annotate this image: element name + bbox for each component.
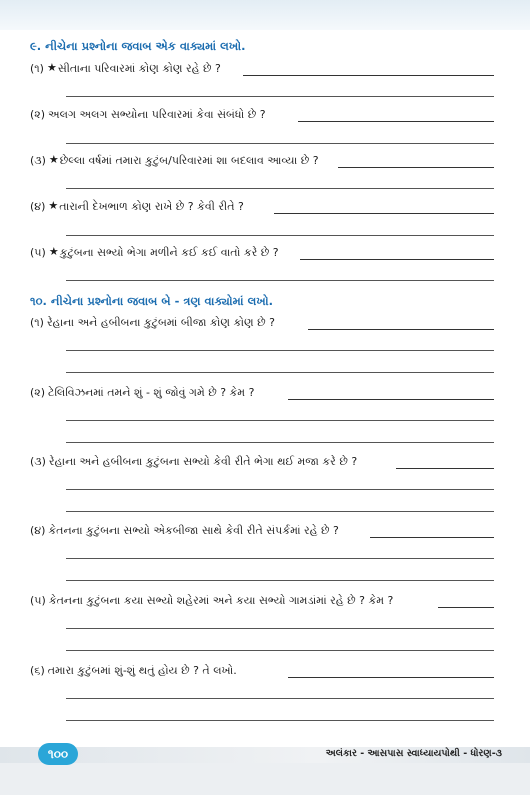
question-number: (૧) — [30, 62, 44, 75]
question-9-2 — [30, 108, 266, 122]
question-9-4 — [30, 200, 244, 214]
answer-line[interactable] — [66, 442, 494, 443]
question-number: (૫) — [30, 594, 46, 607]
question-text: રેહાના અને હબીબના કુટુંબમાં બીજા કોણ કોણ છે ? — [46, 316, 275, 329]
question-9-5 — [30, 246, 279, 260]
top-band — [0, 0, 530, 30]
question-number: (૨) — [30, 386, 46, 399]
star-icon: ★ — [46, 61, 57, 74]
question-text: અલગ અલગ સભ્યોના પરિવારમાં કેવા સંબંધો છે ? — [48, 108, 266, 121]
question-number: (૫) — [30, 246, 46, 259]
answer-line[interactable] — [66, 720, 494, 721]
book-title: અલંકાર - આસપાસ સ્વાધ્યાયપોથી - ધોરણ-૩ — [325, 748, 502, 759]
answer-line[interactable] — [338, 167, 494, 168]
question-text: રેહાના અને હબીબના કુટુંબના સભ્યો કેવી રીતે ભેગા થઈ મજા કરે છે ? — [48, 455, 358, 468]
answer-line[interactable] — [66, 235, 494, 236]
question-text: તમારા કુટુંબમાં શું-શું થતું હોય છે ? તે લખો. — [47, 664, 237, 677]
question-9-1 — [30, 62, 221, 76]
question-10-1 — [30, 316, 275, 330]
answer-line[interactable] — [288, 677, 494, 678]
question-number: (૪) — [30, 200, 46, 213]
answer-line[interactable] — [66, 188, 494, 189]
answer-line[interactable] — [66, 280, 494, 281]
question-number: (૩) — [30, 154, 46, 167]
answer-line[interactable] — [66, 650, 494, 651]
answer-line[interactable] — [396, 468, 494, 469]
answer-line[interactable] — [308, 329, 494, 330]
question-text: કેતનના કુટુંબના કયા સભ્યો શહેરમાં અને કયા સભ્યો ગામડાંમાં રહે છે ? કેમ ? — [48, 594, 394, 607]
question-number: (૧) — [30, 316, 44, 329]
question-text: છેલ્લા વર્ષમાં તમારા કુટુંબ/પરિવારમાં શા બદલાવ આવ્યા છે ? — [59, 154, 319, 167]
answer-line[interactable] — [66, 698, 494, 699]
star-icon: ★ — [48, 245, 59, 258]
question-text: તારાની દેખભાળ કોણ રાખે છે ? કેવી રીતે ? — [59, 200, 244, 213]
answer-line[interactable] — [300, 259, 494, 260]
question-10-4 — [30, 524, 339, 538]
answer-line[interactable] — [66, 96, 494, 97]
answer-line[interactable] — [66, 350, 494, 351]
answer-line[interactable] — [370, 537, 494, 538]
question-9-3 — [30, 154, 319, 168]
question-text: સીતાના પરિવારમાં કોણ કોણ રહે છે ? — [57, 62, 221, 75]
answer-line[interactable] — [66, 558, 494, 559]
section-10-title: ૧૦. નીચેના પ્રશ્નોના જવાબ બે - ત્રણ વાક્યોમાં લખો. — [30, 294, 273, 308]
question-10-5 — [30, 594, 393, 608]
answer-line[interactable] — [66, 420, 494, 421]
answer-line[interactable] — [288, 399, 494, 400]
star-icon: ★ — [48, 153, 59, 166]
answer-line[interactable] — [66, 628, 494, 629]
question-10-6 — [30, 664, 237, 678]
answer-line[interactable] — [66, 143, 494, 144]
page-number-badge: ૧૦૦ — [38, 743, 78, 765]
question-number: (૪) — [30, 524, 46, 537]
bottom-shade — [0, 763, 530, 795]
question-10-3 — [30, 455, 357, 469]
question-text: ટેલિવિઝનમાં તમને શું - શું જોવું ગમે છે ? કેમ ? — [48, 386, 255, 399]
answer-line[interactable] — [438, 607, 494, 608]
section-9-title: ૯. નીચેના પ્રશ્નોના જવાબ એક વાક્યમાં લખો. — [30, 39, 246, 53]
answer-line[interactable] — [243, 75, 494, 76]
answer-line[interactable] — [298, 121, 494, 122]
star-icon: ★ — [48, 199, 59, 212]
question-number: (૨) — [30, 108, 46, 121]
answer-line[interactable] — [66, 580, 494, 581]
question-number: (૩) — [30, 455, 46, 468]
question-text: કેતનના કુટુંબના સભ્યો એકબીજા સાથે કેવી રીતે સંપર્કમાં રહે છે ? — [48, 524, 339, 537]
question-text: કુટુંબના સભ્યો ભેગા મળીને કઈ કઈ વાતો કરે છે ? — [59, 246, 279, 259]
answer-line[interactable] — [66, 372, 494, 373]
question-10-2 — [30, 386, 254, 400]
answer-line[interactable] — [274, 213, 494, 214]
answer-line[interactable] — [66, 489, 494, 490]
question-number: (૬) — [30, 664, 45, 677]
answer-line[interactable] — [66, 511, 494, 512]
